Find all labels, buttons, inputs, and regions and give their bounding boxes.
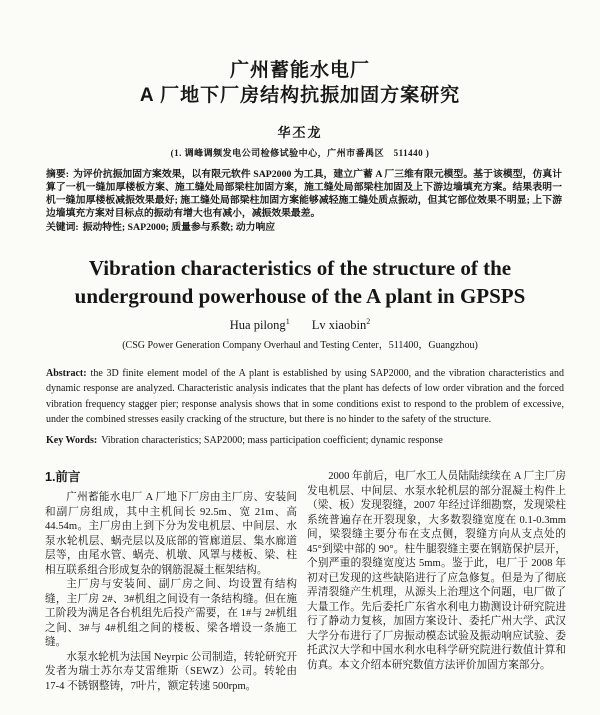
author-en-2-sup: 2 [366, 317, 371, 326]
paper-title-en [10, 254, 590, 310]
keywords-cn-text: 振动特性; SAP2000; 质量参与系数; 动力响应 [82, 222, 276, 233]
paper-title-cn-line1: 广州蓄能水电厂 [229, 60, 370, 81]
paper-title-cn-line2: A 厂地下厂房结构抗振加固方案研究 [139, 85, 461, 106]
keywords-en [46, 434, 564, 448]
body-paragraph-2: 主厂房与安装间、副厂房之间、均设置有结构缝，主厂房 2#、3#机组之间设有一条结构缝。但在施工阶段为满足各台机组先后投产需要，在 1#与 2#机组之间、3#与 4#机组之间的楼板、梁各增设一条施工缝。 [45, 579, 297, 649]
abstract-cn-text: 为评价抗振加固方案效果，以有限元软件 SAP2000 为工具，建立广蓄 A 厂三维有限元模型。基于该模型，仿真计算了一机一缝加厚楼板方案、施工缝处局部梁柱加固方案，施工缝处局部梁柱加固及上下游边墙填充方案。结果表明一机一缝加厚楼板减振效果最好; 施工缝处局部梁柱加固方案能够减轻施工缝处质点振动，但其它部位效果不明显; 上下游边墙填充方案对目标点的振动有增大也有减小，减振效果最差。 [46, 169, 563, 219]
body-paragraph-1: 广州蓄能水电厂 A 厂地下厂房由主厂房、安装间和副厂房组成，其中主机间长 92.5m、宽 21m、高 44.54m。主厂房由上到下分为发电机层、中间层、水泵水轮机层、蜗壳层以及底部的管廊道层、集水廊道层等，由尾水管、蜗壳、机墩、风罩与楼板、梁、柱相互联系组合形成复杂的钢筋混凝土框架结构。 [45, 492, 297, 576]
authors-en [0, 317, 600, 333]
keywords-en-text: Vibration characteristics; SAP2000; mass participation coefficient; dynamic response [101, 435, 443, 447]
abstract-en [46, 366, 564, 427]
body-two-columns [45, 470, 566, 694]
abstract-cn-label: 摘要: [46, 169, 70, 180]
section-heading-1: 1.前言 [45, 470, 81, 485]
affiliation-cn: (1. 调峰调频发电公司检修试验中心，广州市番禺区 511440 ) [170, 148, 430, 158]
affiliation-en: (CSG Power Generation Company Overhaul and Testing Center，511400，Guangzhou) [122, 340, 478, 352]
author-name-cn: 华丕龙 [277, 125, 323, 140]
author-en-1-sup: 1 [285, 317, 290, 326]
keywords-en-label: Key Words: [46, 435, 98, 447]
author-en-1-name: Hua pilong [229, 318, 286, 333]
author-en-1 [230, 318, 290, 332]
author-en-2-name: Lv xiaobin [311, 318, 367, 333]
keywords-cn-label: 关键词: [46, 222, 79, 233]
paper-title-en-line1: Vibration characteristics of the structure of the [88, 256, 512, 280]
body-paragraph-4: 2000 年前后，电厂水工人员陆陆续续在 A 厂主厂房发电机层、中间层、水泵水轮机层的部分混凝土构件上（梁、板）发现裂缝，2007 年经过详细勘察，发现梁柱系统普遍存在开裂现象，大多数裂缝宽度在 0.1-0.3mm 间，梁裂缝主要分布在支点侧，裂缝方向从支点处的 45°到梁中部的 90°。柱牛腿裂缝主要在钢筋保护层开，个别严重的裂缝宽度达 5mm。鉴于此，电厂于 2008 年初对已发现的这些缺陷进行了应急修复。但是为了彻底弄清裂缝产生机理，从源头上治理这个问题，电厂做了大量工作。先后委托广东省水利电力勘测设计研究院进行了静动力复核，加固方案设计、委托广州大学、武汉大学分布进行了厂房振动模态试验及振动响应试验、委托武汉大学和中国水利水电科学研究院进行数值计算和仿真。本文介绍本研究数值方法评价加固方案部分。 [307, 471, 566, 671]
author-en-2 [312, 318, 371, 332]
paper-title-en-line2: underground powerhouse of the A plant in GPSPS [74, 284, 526, 308]
body-column-right [307, 470, 566, 694]
abstract-cn [46, 168, 562, 220]
abstract-en-text: the 3D finite element model of the A plant is established by using SAP2000, and the vibration characteristics and dynamic response are analyzed. Characteristic analysis indicates that the plant has defects of low order vibration and the forced vibration frequency stagger pier; response analysis shows that in some conditions exist to respond to the problem of excessive, under the combined stresses easily cracking of the structure, but there is no hinder to the safety of the structure. [46, 368, 564, 426]
body-paragraph-3: 水泵水轮机为法国 Neyrpic 公司制造，转轮研究开发者为瑞士苏尔寿艾雷维斯（SEWZ）公司。转轮由 17-4 不锈钢整铸，7叶片，额定转速 500rpm。 [45, 651, 297, 692]
keywords-cn [46, 221, 562, 234]
body-column-left [45, 470, 297, 694]
paper-title-cn [0, 58, 600, 108]
abstract-en-label: Abstract: [46, 368, 87, 380]
